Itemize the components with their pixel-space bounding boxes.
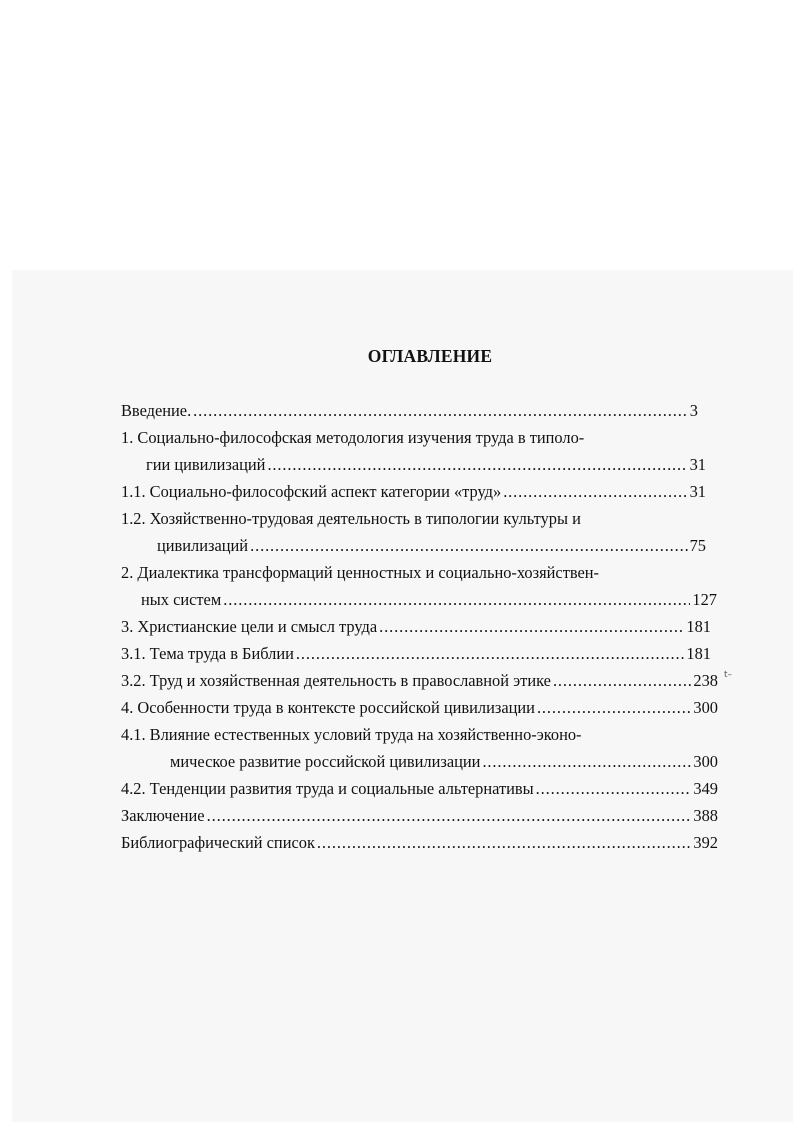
toc-entry-chapter-1-cont[interactable] [146,455,706,477]
dot-leader [482,752,691,772]
toc-entry-chapter-2[interactable] [121,563,721,585]
toc-entry-page: 238 [693,671,718,690]
toc-entry-label: 1.1. Социально-философский аспект категории «труд» [121,482,502,501]
dot-leader [250,536,688,556]
dot-leader [193,401,688,421]
toc-entry-chapter-3[interactable] [121,617,711,639]
toc-entry-chapter-4[interactable] [121,698,718,720]
toc-entry-section-1-1[interactable] [121,482,706,504]
toc-entry-label: Введение. [121,401,192,420]
toc-entry-label: 4.2. Тенденции развития труда и социальные альтернативы [121,779,534,798]
toc-entry-label: 4. Особенности труда в контексте российской цивилизации [121,698,535,717]
dot-leader [553,671,691,691]
toc-entry-label: 4.1. Влияние естественных условий труда на хозяйственно-эконо- [121,725,582,744]
toc-entry-label: 1.2. Хозяйственно-трудовая деятельность в типологии культуры и [121,509,581,528]
toc-entry-section-1-2-cont[interactable] [157,536,706,558]
toc-entry-chapter-1[interactable] [121,428,721,450]
toc-entry-section-3-2[interactable] [121,671,718,693]
toc-entry-section-4-2[interactable] [121,779,718,801]
toc-entry-label: цивилизаций [157,536,249,555]
toc-entry-label: 3. Христианские цели и смысл труда [121,617,378,636]
toc-entry-page: 31 [689,482,706,501]
toc-entry-section-1-2[interactable] [121,509,721,531]
toc-entry-page: 31 [689,455,706,474]
toc-entry-label: ных систем [141,590,222,609]
toc-entry-page: 3 [689,401,698,420]
toc-entry-label: 2. Диалектика трансформаций ценностных и социально-хозяйствен- [121,563,600,582]
toc-entry-label: 3.2. Труд и хозяйственная деятельность в православной этике [121,671,551,690]
toc-entry-conclusion[interactable] [121,806,718,828]
toc-entry-label: Библиографический список [121,833,315,852]
toc-entry-page: 300 [693,698,718,717]
dot-leader [207,806,692,826]
margin-mark: t– [724,670,733,680]
toc-entry-label: гии цивилизаций [146,455,266,474]
dot-leader [317,833,692,853]
toc-entry-page: 127 [692,590,717,609]
toc-entry-label: 3.1. Тема труда в Библии [121,644,294,663]
toc-entry-section-4-1-cont[interactable] [170,752,718,774]
dot-leader [296,644,685,664]
toc-entry-label: 1. Социально-философская методология изучения труда в типоло- [121,428,585,447]
toc-entry-chapter-2-cont[interactable] [141,590,717,612]
toc-entry-page: 181 [686,644,711,663]
toc-entry-label: мическое развитие российской цивилизации [170,752,481,771]
dot-leader [267,455,687,475]
toc-entry-page: 349 [693,779,718,798]
toc-entry-page: 181 [686,617,711,636]
toc-entry-page: 75 [689,536,706,555]
page-title: ОГЛАВЛЕНИЕ [367,346,493,366]
toc-entry-page: 392 [693,833,718,852]
toc-entry-section-4-1[interactable] [121,725,721,747]
dot-leader [503,482,687,502]
dot-leader [223,590,690,610]
toc-entry-label: Заключение [121,806,205,825]
toc-entry-page: 388 [693,806,718,825]
toc-entry-bibliography[interactable] [121,833,718,855]
dot-leader [537,698,691,718]
toc-entry-introduction[interactable] [121,401,698,423]
toc-entry-section-3-1[interactable] [121,644,711,666]
toc-entry-page: 300 [693,752,718,771]
dot-leader [536,779,692,799]
dot-leader [379,617,684,637]
